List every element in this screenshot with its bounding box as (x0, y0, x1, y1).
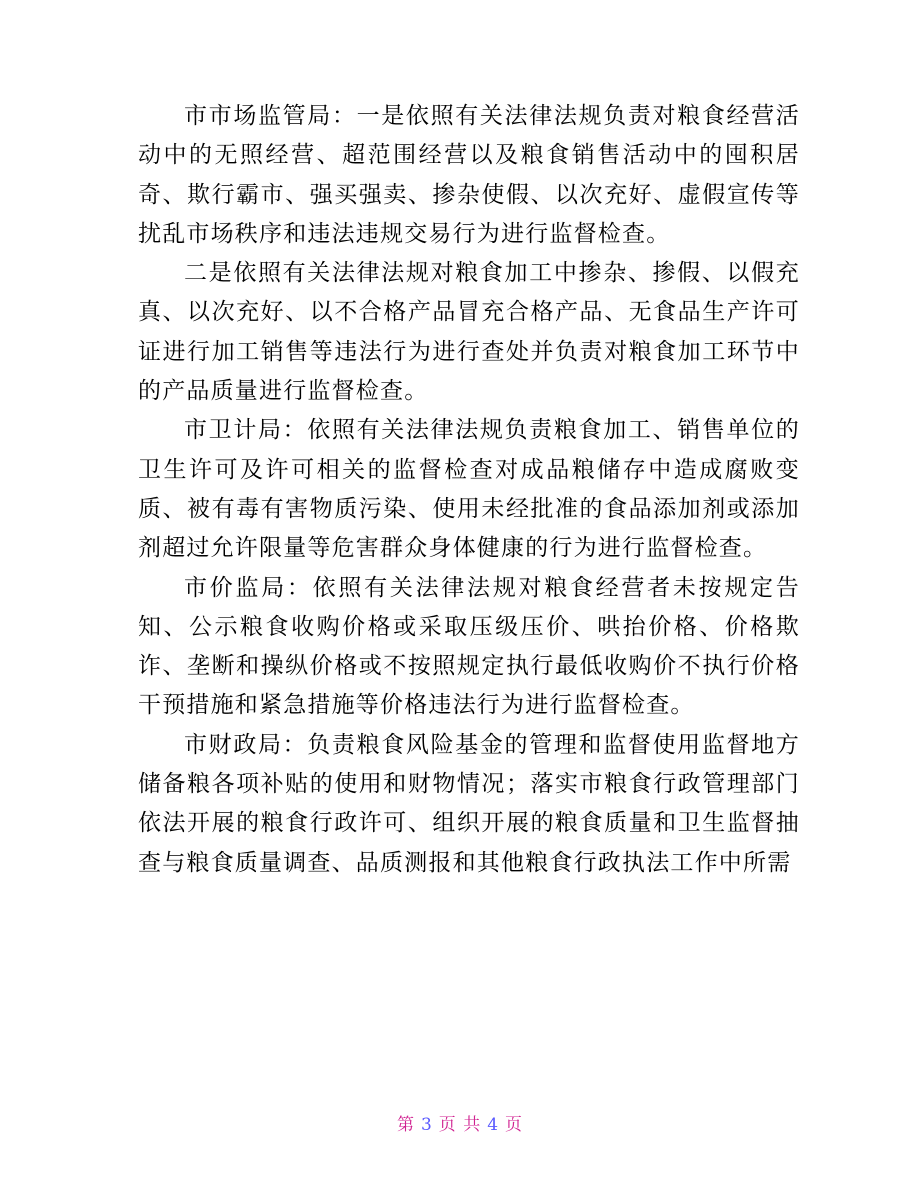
footer-suffix: 页 (505, 1115, 524, 1135)
paragraph-grain-processing: 二是依照有关法律法规对粮食加工中掺杂、掺假、以假充真、以次充好、以不合格产品冒充合格产品、无食品生产许可证进行加工销售等违法行为进行查处并负责对粮食加工环节中的产品质量进行监督检查。 (138, 260, 800, 405)
document-body (138, 97, 800, 883)
paragraph-price-bureau: 市价监局：依照有关法律法规对粮食经营者未按规定告知、公示粮食收购价格或采取压级压价、哄抬价格、价格欺诈、垄断和操纵价格或不按照规定执行最低收购价不执行价格干预措施和紧急措施等价格违法行为进行监督检查。 (138, 574, 800, 719)
footer-page-number: 3 (420, 1115, 433, 1135)
page-footer (0, 1110, 920, 1135)
footer-mid: 页 共 (438, 1115, 482, 1135)
footer-total-pages: 4 (487, 1115, 500, 1135)
paragraph-finance-bureau: 市财政局：负责粮食风险基金的管理和监督使用监督地方储备粮各项补贴的使用和财物情况；落实市粮食行政管理部门依法开展的粮食行政许可、组织开展的粮食质量和卫生监督抽查与粮食质量调查、品质测报和其他粮食行政执法工作中所需 (138, 731, 800, 876)
paragraph-health-bureau: 市卫计局：依照有关法律法规负责粮食加工、销售单位的卫生许可及许可相关的监督检查对成品粮储存中造成腐败变质、被有毒有害物质污染、使用未经批准的食品添加剂或添加剂超过允许限量等危害群众身体健康的行为进行监督检查。 (138, 417, 800, 562)
paragraph-market-regulation: 市市场监管局：一是依照有关法律法规负责对粮食经营活动中的无照经营、超范围经营以及粮食销售活动中的囤积居奇、欺行霸市、强买强卖、掺杂使假、以次充好、虚假宣传等扰乱市场秩序和违法违规交易行为进行监督检查。 (138, 103, 800, 247)
footer-prefix: 第 (396, 1115, 415, 1135)
